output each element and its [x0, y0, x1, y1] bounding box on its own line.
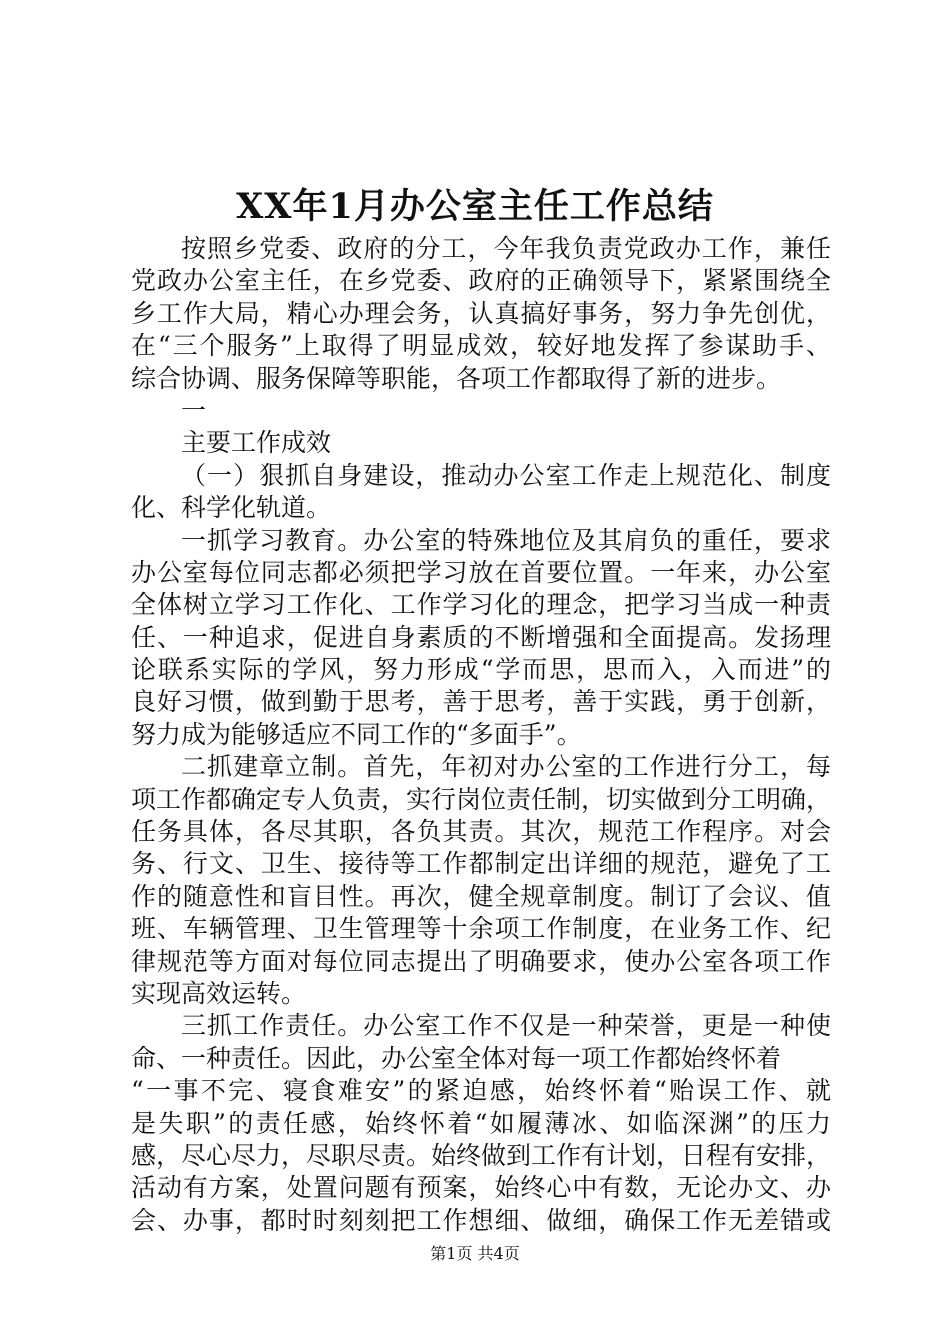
- paragraph-line: 班、车辆管理、卫生管理等十余项工作制度，在业务工作、纪: [131, 914, 831, 944]
- paragraph-line: 律规范等方面对每位同志提出了明确要求，使办公室各项工作: [131, 946, 831, 976]
- section-number: 一: [181, 395, 207, 425]
- paragraph-line: 感，尽心尽力，尽职尽责。始终做到工作有计划，日程有安排，: [131, 1140, 831, 1170]
- section-heading: 主要工作成效: [181, 428, 332, 458]
- paragraph-line: 务、行文、卫生、接待等工作都制定出详细的规范，避免了工: [131, 849, 831, 879]
- paragraph-line: “一事不完、寝食难安”的紧迫感，始终怀着“贻误工作、就: [131, 1076, 831, 1106]
- paragraph-line: 二抓建章立制。首先，年初对办公室的工作进行分工，每: [181, 752, 831, 782]
- paragraph-line: 作的随意性和盲目性。再次，健全规章制度。制订了会议、值: [131, 881, 831, 911]
- document-title: XX年1月办公室主任工作总结: [236, 186, 714, 227]
- paragraph-line: 全体树立学习工作化、工作学习化的理念，把学习当成一种责: [131, 590, 831, 620]
- paragraph-line: 活动有方案，处置问题有预案，始终心中有数，无论办文、办: [131, 1173, 831, 1203]
- paragraph-line: 努力成为能够适应不同工作的“多面手”。: [131, 719, 582, 749]
- paragraph-line: 三抓工作责任。办公室工作不仅是一种荣誉，更是一种使: [181, 1011, 831, 1041]
- paragraph-line: 命、一种责任。因此，办公室全体对每一项工作都始终怀着: [131, 1043, 782, 1073]
- paragraph-line: 会、办事，都时时刻刻把工作想细、做细，确保工作无差错或: [131, 1205, 831, 1235]
- paragraph-line: 实现高效运转。: [131, 978, 307, 1008]
- paragraph-line: 乡工作大局，精心办理会务，认真搞好事务，努力争先创优，: [131, 298, 831, 328]
- paragraph-line: 论联系实际的学风，努力形成“学而思，思而入，入而进”的: [131, 655, 831, 685]
- subsection-heading-line: 化、科学化轨道。: [131, 493, 332, 523]
- paragraph-line: 办公室每位同志都必须把学习放在首要位置。一年来，办公室: [131, 557, 831, 587]
- paragraph-line: 任务具体，各尽其职，各负其责。其次，规范工作程序。对会: [131, 817, 831, 847]
- paragraph-line: 任、一种追求，促进自身素质的不断增强和全面提高。发扬理: [131, 622, 831, 652]
- page-number-footer: 第1页 共4页: [430, 1244, 520, 1263]
- paragraph-line: 综合协调、服务保障等职能，各项工作都取得了新的进步。: [131, 363, 782, 393]
- document-body: [131, 233, 831, 1237]
- subsection-heading-line: （一）狠抓自身建设，推动办公室工作走上规范化、制度: [181, 460, 831, 490]
- paragraph-line: 是失职”的责任感，始终怀着“如履薄冰、如临深渊”的压力: [131, 1108, 831, 1138]
- paragraph-line: 党政办公室主任，在乡党委、政府的正确领导下，紧紧围绕全: [131, 266, 831, 296]
- paragraph-line: 在“三个服务”上取得了明显成效，较好地发挥了参谋助手、: [131, 331, 831, 361]
- paragraph-line: 一抓学习教育。办公室的特殊地位及其肩负的重任，要求: [181, 525, 831, 555]
- paragraph-line: 项工作都确定专人负责，实行岗位责任制，切实做到分工明确，: [131, 784, 831, 814]
- paragraph-line: 按照乡党委、政府的分工，今年我负责党政办工作，兼任: [181, 234, 831, 263]
- paragraph-line: 良好习惯，做到勤于思考，善于思考，善于实践，勇于创新，: [131, 687, 831, 717]
